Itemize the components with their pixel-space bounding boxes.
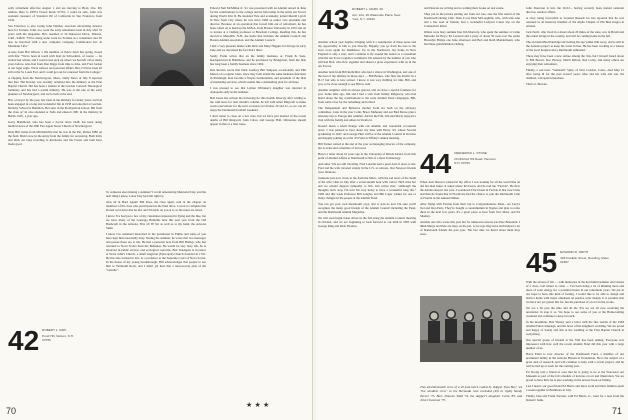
paragraph: Ed Strong told a friend of ours that he is going to be at the Worcester Art Museum as part of the fall schedule of lectures on art and illustration. We are proud to have him; he is also working on his newest book on fishing. [526,370,624,382]
class-43-header [318,6,402,34]
class-year-43: 43 [318,4,350,35]
paragraph: There may have been a new retiree among the '44s, but I haven't heard about it. Bill Brown, Doc Harvey, Mitch Dalton, Ned Colby, and many others are enjoying their retirement. [526,54,624,66]
paragraph: To someone else missing a summer? I recall announcing Memorial Day, and the next thing I knew, Labor Day had still right by. [106,190,206,198]
left-column-3 [210,6,306,128]
paragraph: That's it. Beware. [526,82,548,86]
paragraph: Bob Giese has written the following for this month. Directly after writing to me with news for next month's column, he left with Allan Ringwall to make room reservations for the next occasion on October 20 and 21, so we can all enjoy the Dartmouth football weekend. [210,96,306,112]
secretary-address: 20 Mitchell Hill Road, Hanover, N.H. 03755 [454,156,497,165]
paragraph: Another one who wrote this year but for unknown reasons was Pete Beaudoin. I think Marge and Pete are busy on the job, so he says they have both helped a lot of Dartmouth friends the past year. The last time we heard about them they were. [420,220,520,236]
paragraph: Hal, a lawyer by the past, has been in the ministry for many years, but had been engaged in a long and wonderful life in 1958 and enrolled at Gordon-Divinity School in Hamilton. He's also in the Presbyterian school, Hal from the class of '41 also attended at Tufts and entered 1981 in the ministry in Berlin, N.H., a year ago. [8,98,102,118]
paragraph: With the advent of fall — with memories of the hot humid summer and visions of a clear, cold winter to come — I've been doing a lot of thinking more and more of solar energy for a potential house in our retirement years. We put in our hope to have this kind of feeling, I would like to be able to design and build a home with major emphasis on passive solar design. It is possible that we have not yet gotten this far, but the purchase of a lot is in the works. [526,280,624,304]
paragraph: A note from Hal Wilson, a life member of Pete's dealt has spring closed with this: "We've been in touch with Karl de Schweinitz, of course — he visited last winter, and I would even pick up where we had left off so many years before. Also had from Dan Diggs from time to time, and Fred Jordan at our legal eagle. We're retirees and personal affairs. But, I'd have been all still at the St. Louis Fed, and I could get out for renewed from the College." [8,50,102,74]
page-number: 70 [6,406,17,416]
paragraph: Doesn't mean a small change with our Alumni, and wonderful occasional news. I was pleased to hear about my time with Harry '43, whose Second graduating in 1947, and George Hull will be at the Alumni Council in October and happily joining us at the '43 Fund at Tiffany's annual meeting. [318,124,416,140]
page-number: 71 [611,406,622,416]
paragraph: And other '43s are still traveling. Fred Loiselle sent a great deal of news to me: Fred and his wife traveled widely in the U.S. as retirees. Our Newport friends were fabulous. [318,162,416,174]
class-44-header [420,150,502,178]
class-year-44: 44 [420,148,452,179]
secretary-address: Apt. 12A, 20 Waterside Plaza, New York, N.Y. 10010 [352,12,401,21]
paragraph: Sandy Frank writes that an the family business, A. Frank & Sons, headquartered in Baltimore, and he purchased by Bridgerton, from the firm has long been a family business since 1902. [210,54,306,66]
class-year-42: 42 [8,325,40,356]
paragraph: You can get your own Dartmouth copy, and to join us now I'm sure you'll recognize the many good friends of the Alumni Council including the Fund, and the Dartmouth Alumni Magazine. [318,202,416,214]
paragraph: Edward Neil McMillan Jr. '41 was presented with an Alumni Award in June for his contributions to the college and its fellowship in the Army Air Forces during World War II. He attended Yale and eventually joined Merrill Lynch in New York City where he was since 1960 as senior vice president and director. Because of an operation that forced him out of retirement, he has been called on to head up the M.B.A. from Boston University in 1972 and on to lecture at a visiting professor at Bowdoin College. Reading this, he has moved to Meredith, N.H., the home that includes the Alumni Council and Boston Alumni association, and the Alumni Council. [210,6,306,42]
class-43-column [318,40,416,230]
secretary-address: Pond Hill, Nelson, N.H. 03755 [42,333,74,342]
paragraph: After flying with Florida from their trip to Congratulations, Mass., are Lucy's Ted and Duc-Paris. They've bought a condominium in Naples and plan to retire there in the next few years. It's a great place to hear from Ted, Mass. and Ed Shanley. [420,202,520,218]
secretary-address: 403 Franklin Street, Reading, Mass. 01867 [560,255,610,264]
left-column-1 [8,6,102,148]
paragraph: Another school year begins, bringing with it a resumption of these notes and my opportunity to talk to you directly. Happily, you go from the east to the west coast again for Rushmore. Up in the Northwest, my home in New England is only a start, and I continue to fly around the nation as a consultant with the Air Force Logistics Command. I'm amazed by the number of you who still had Bob, who flew together and shared a great experience with us in the Air Forces. [318,40,416,68]
paragraph: We will soon begin ticket drives in the fall along the Alumni Council meeting in October, and we are beginning to look forward to our 40th in 1983 with George Ring and Dick Thomas. [318,216,416,228]
ornament-icon: ★ ★ ★ [246,401,270,409]
paragraph: Bill Tucker retired at the end of the year as managing director of the company, but is at the end a member of its board. [318,142,416,150]
secretary-name: FREDERICK L. STONE [454,151,487,155]
paragraph: Gerry Hammond, who has been a doctor since 1948, has been doing medical news of the 28th Fire Apple Street Church of Newburyport. [8,120,102,128]
paragraph: Finally, Dan and Frank Stevens, with Ed Harris, Jr., went for a note from the Roberts' bank. [526,394,624,402]
paragraph: John Donovan is into the D.O.C., having recently been named assistant director, outdoor affairs. [526,6,624,14]
paragraph: Here's a letter about 10 years ago at the University of Rhode Island, from that point of Alumni Affairs at Dartmouth to that of a most Technology. [318,152,416,160]
paragraph: Jack Nevil, who lived in a motel about 20 miles of the state, was in Brazil and the oldest bridge in the country, and will be coming home in the fall. [526,30,624,38]
paragraph: Harry Eidel is now director of the Dartmouth Fund, a member of our prominent family in the Arizona Historical Foundation. He is the subject of a great deal of research, and will continue to help with a recent project, and he will be tied up at work for the coming year. [526,352,624,368]
paragraph: I was pleased to see that Lyman Whitaker's daughter was married in Annapolis early in the summer. [210,86,306,94]
paragraph: Alas all in Hard Again! Bill Ross, the class agent, sent in the chapter on members of the class who participated in the fund drive. I owed to complete this Dorsal we'd drive that he did, and I'm back on you at it, so his notes are listed. [106,200,206,212]
paragraph: When Jack Sheaver walked in my office I was looking for all the world like an old fan-man baker. It asked where he'd been, and he told me "Florida". He flew the Atlanta Airport last year. I wondered if he'd been in Florida at that exact time and then he found that in Florida he had the chance to join the Dartmouth Club of Florida in the Annual Dinner. [420,180,520,200]
paragraph: A story being forwarded to Leonard Russell Ice has reported that he was returned as an honorary member of the Alpha Chapter of Phi Beta Kappa in Atlanta. [526,16,624,28]
right-column-2 [424,6,520,48]
class-45-header [526,249,612,277]
paragraph: I had a very pleasant dinner with Dick and Mary Higgins in Chicago in early June and we discussed the fact that's there. [210,44,306,52]
paragraph: I know I've had just a few of my classmates interested in flying and the like, but we have many of the Gonzaga Bulletins here this past year from the Old Bushcraft in the Arizona. This all I'll list as well as at my hand, the Arizona Suiki. [106,214,206,230]
paragraph: A clipping from the Newburyport, Mass., Daily News of July 8 reported that Rev. Hal Rowley was recently ordained into the ministry at the First Baptist Church. Hal has been a student at the Gordon Conwell Theological Seminary and has had a parish ministry. He was at the one of the early planners of Newburyport, and we're both at the end. [8,76,102,96]
paragraph: Another item from Bill Rothchild, who had a visitor in Washington, and one of the best of my military in those days — Bill Barnes, who flew the Pacific in a B-17 but who is now retired. I know it was very thrilling for him, Bill, and you, to be close enough to see Bill so well. [318,70,416,86]
paragraph: eaily retirement effective August 1 and are moving to Brad, Ore. My address there is 93974 Tweed Road, 97701. I could be safe, John was assistant treasurer of Standard Oil of California in San Francisco from 1932. [8,6,102,22]
class-year-45: 45 [526,247,558,278]
paragraph: The Independent and Barbara's mother Todd are both on the advisory committee. Later in the year Colin, Bruce Mahoney and our Bud Morse plan a leisurely trip to Europe this summer. And in the Fall, Jim and Marty enjoyed a visit with the family and others in Stratford. [318,106,416,122]
secretary-name: ROBERT L. KIRK [42,328,67,332]
secretary-name: ROBERT L. MARK JR. [352,7,384,11]
secretary-name: EDWARD R. SMITH [560,250,589,254]
paragraph: They put in the picture putting out from our tree, also the first Aerial of the Dartmouth Outing Club. Then it was Dick McLaughlin, who, with wife Ann and a bus load of friends, had a wonderful Ledyard Canoe trip on the Connecticut River. [424,12,520,28]
left-column-2 [106,190,206,274]
paragraph: In the meantime, Bob Wesley sent a letter with the fine results of the 1983 Alumni Fund campaign, and the news of his daughter's wedding. We are proud and happy of Sandy and Jim at the wedding at the First Baptist Church in Gettysburg. [526,320,624,336]
paragraph: Finally, a sad note: "Sunbeam" Spitz, of New London, Conn., died May 21 after being ill for the past several years. Mae and his wife and son, his children, will spend elsewhere. [526,68,624,80]
paragraph: Dick Hill writes from Mitchellville that he was in the Pin. Pulled 1980 on the field. Dick's now in the Army from the family for recreating. Both Kitty and Dick are busy traveling to Rochester and the Forest and both have made good. [8,130,102,146]
photo-caption: This all-Dartmouth crew of a 45-foot ketch called by skipper Stan Burr '44 "the windiest crew" to the Bermuda race included (left to right) Sandy Turner '75, Burr, Duncan Todd '74, the skipper's daughter Carla '83, and John Chaveson '75. [420,385,522,402]
paragraph: Another neighbor with an always special, and we have a special fondness for you. Some time ago, Jim and I had a visit from Jimmy Ridgeway, who had heard about the big contributions to the early Alumni Fund campaigns. Bill, from some of us for the remaining and retired. [318,88,416,104]
class-45-column [526,280,624,404]
paragraph: Others were busy summer like Jim Moriarty, who spent the summer at Camp Matoaka for Boys; Ed Leonard and a party of about 50 took over the entire Brooklyn Bridge one June afternoon and Bob and Ruth Mandelbaum, who had three grandchildren visiting. [424,30,520,46]
right-page [316,0,628,420]
paragraph: Our special group of friends at the 35th has been talking. Everyone was impressed with how well the recent Alumni Fund did this year with a large number of us. [526,338,624,350]
right-column-3 [526,6,624,88]
paragraph: The old maid Bud Partridge isn't letting his age wither him away, and is still in the Arizona project to keep the water in line. He has been working as a trustee of the local hospital and a Dartmouth enthusiast. [526,40,624,52]
paragraph: I know I've remained interested in the postmaster in Elkins and some of you have kept him reasonably busy. During the summer, he wrote that two messages and passes those are to me. He had a personal note from Bill Bishop, who has returned to Nova Scotia from the Bahamas. He would be very busy life, he is involved in public service, and ecological concerns. Bob Sandquist is in pastor at Notre John's Church, a small Anglican (Episcopal) Church founded in 1791. He has also worked in law, as a professor at the Supreme Court of Nova Scotia. In the house of my young breakthrough, Bill acknowledges that people to see him to Yarmouth Rock, and I didn't yet hear that a more-lovely plan of the "Grindle". [106,232,206,272]
class-42-header [8,327,80,355]
portrait-photo [140,8,204,86]
crew-group-photo [420,296,522,362]
paragraph: San Francisco is also losing John Dunbar, associate advertising director here for Fortune. John, too, went the early retirement route in July after 35 years with the magazine. He's resettled at 34 Oakwood Drive, Tiburon, Calif., 94920. "I'll be doing some work for Fortune as a consultant, and I'll also be involved with a new computer company, Commodore Inc. in Mountain Lifts." [8,24,102,48]
paragraph: We are a bit past the time and all the '45s we are all now receiving the newsletter in stop it so. We hope to see some of you at the Homecoming weekend and continue to keep in touch. [526,306,624,318]
paragraph: and Duncan are writing and re-writing their books on real estate. [424,6,504,10]
paragraph: Last I heard, our good friend Ed Harris and Dave Gold and their families spent a week together in Baltimore in July. [526,384,624,392]
paragraph: Ken Rowles wrote that Dick Godfrey Bill Simpson occasionally and Phil Mason on a regular basis, since they both attend the same business functions in Pittsburgh. Ken became a Wayne businessman, and president of the firm of marketing services, which sounds like a demanding plan for all three. [210,68,306,84]
left-page [0,0,313,420]
paragraph: Someone just now wrote to me from the Mass., with the sad news of the death of his wife Chris in July after a seven-month bout with cancer. He'll miss her and we extend deepest sympathy to Jim. Jim writes that: "Although the thoughts don't stop, I'm told I'm very lucky to have a wonderful long life." 1982 and this week Professor Bill Langley and Bill Lager wishes for one or many changes in the people at the Alumni Fund. [318,176,416,200]
class-44-column [420,180,520,238]
paragraph: I don't mean to close on a low note, but we have just learned of the recent deaths of Bill Ringwall, John Cabot, and George Hall. Obituaries should appear in this or a later issue. [210,114,306,126]
